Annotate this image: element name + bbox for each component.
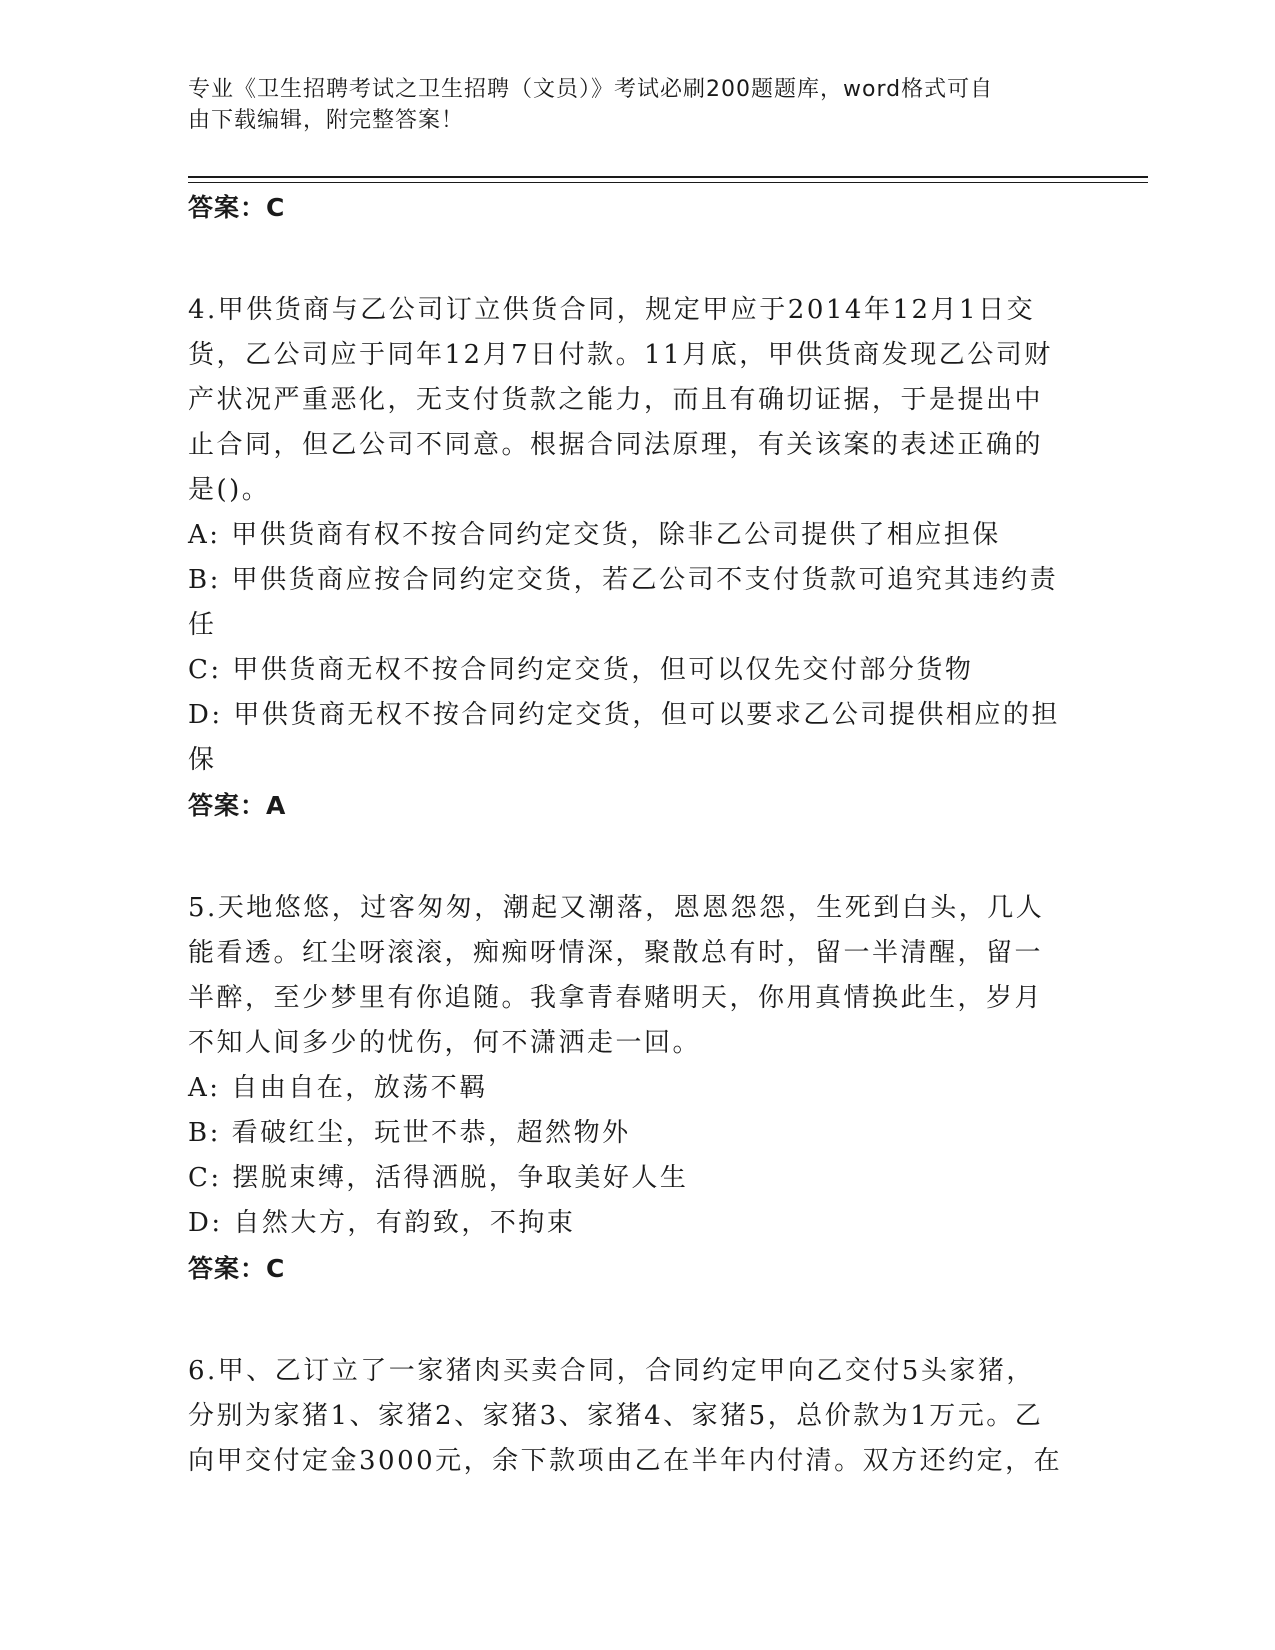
option-c: C: 甲供货商无权不按合同约定交货，但可以仅先交付部分货物 — [188, 655, 974, 685]
spacer — [188, 230, 1078, 288]
page-header — [188, 74, 1068, 136]
option-c: C: 摆脱束缚，活得洒脱，争取美好人生 — [188, 1163, 689, 1193]
option-b: B: 看破红尘，玩世不恭，超然物外 — [188, 1118, 631, 1148]
header-line-2: 由下载编辑，附完整答案！ — [188, 108, 465, 133]
question-stem-line: 不知人间多少的忧伤，何不潇洒走一回。 — [188, 1028, 702, 1058]
question-4 — [188, 288, 1078, 828]
answer-previous: 答案：C — [188, 193, 286, 222]
header-divider — [188, 176, 1148, 178]
answer-q5: 答案：C — [188, 1254, 286, 1283]
option-a: A: 甲供货商有权不按合同约定交货，除非乙公司提供了相应担保 — [188, 520, 1001, 550]
option-b: B: 甲供货商应按合同约定交货，若乙公司不支付货款可追究其违约责 — [188, 565, 1059, 595]
question-stem-line: 产状况严重恶化，无支付货款之能力，而且有确切证据，于是提出中 — [188, 385, 1044, 415]
header-line-1: 专业《卫生招聘考试之卫生招聘（文员）》考试必刷200题题库，word格式可自 — [188, 77, 994, 102]
question-stem-line: 货，乙公司应于同年12月7日付款。11月底，甲供货商发现乙公司财 — [188, 340, 1053, 370]
question-stem-line: 能看透。红尘呀滚滚，痴痴呀情深，聚散总有时，留一半清醒，留一 — [188, 938, 1044, 968]
question-stem-line: 4.甲供货商与乙公司订立供货合同，规定甲应于2014年12月1日交 — [188, 295, 1036, 325]
question-5 — [188, 886, 1078, 1291]
question-stem-line: 5.天地悠悠，过客匆匆，潮起又潮落，恩恩怨怨，生死到白头，几人 — [188, 893, 1045, 923]
spacer — [188, 828, 1078, 886]
option-b-continued: 任 — [188, 610, 217, 640]
document-body — [188, 185, 1078, 1484]
question-6 — [188, 1349, 1078, 1484]
question-stem-line: 是()。 — [188, 475, 271, 505]
option-d: D: 甲供货商无权不按合同约定交货，但可以要求乙公司提供相应的担 — [188, 700, 1060, 730]
spacer — [188, 1291, 1078, 1349]
question-stem-line: 半醉，至少梦里有你追随。我拿青春赌明天，你用真情换此生，岁月 — [188, 983, 1044, 1013]
option-d: D: 自然大方，有韵致，不拘束 — [188, 1208, 576, 1238]
question-stem-line: 向甲交付定金3000元，余下款项由乙在半年内付清。双方还约定，在 — [188, 1446, 1063, 1476]
option-d-continued: 保 — [188, 745, 217, 775]
answer-q4: 答案：A — [188, 791, 287, 820]
question-stem-line: 分别为家猪1、家猪2、家猪3、家猪4、家猪5，总价款为1万元。乙 — [188, 1401, 1044, 1431]
header-divider-thin — [188, 182, 1148, 183]
question-stem-line: 止合同，但乙公司不同意。根据合同法原理，有关该案的表述正确的 — [188, 430, 1044, 460]
question-stem-line: 6.甲、乙订立了一家猪肉买卖合同，合同约定甲向乙交付5头家猪， — [188, 1356, 1035, 1386]
option-a: A: 自由自在，放荡不羁 — [188, 1073, 488, 1103]
